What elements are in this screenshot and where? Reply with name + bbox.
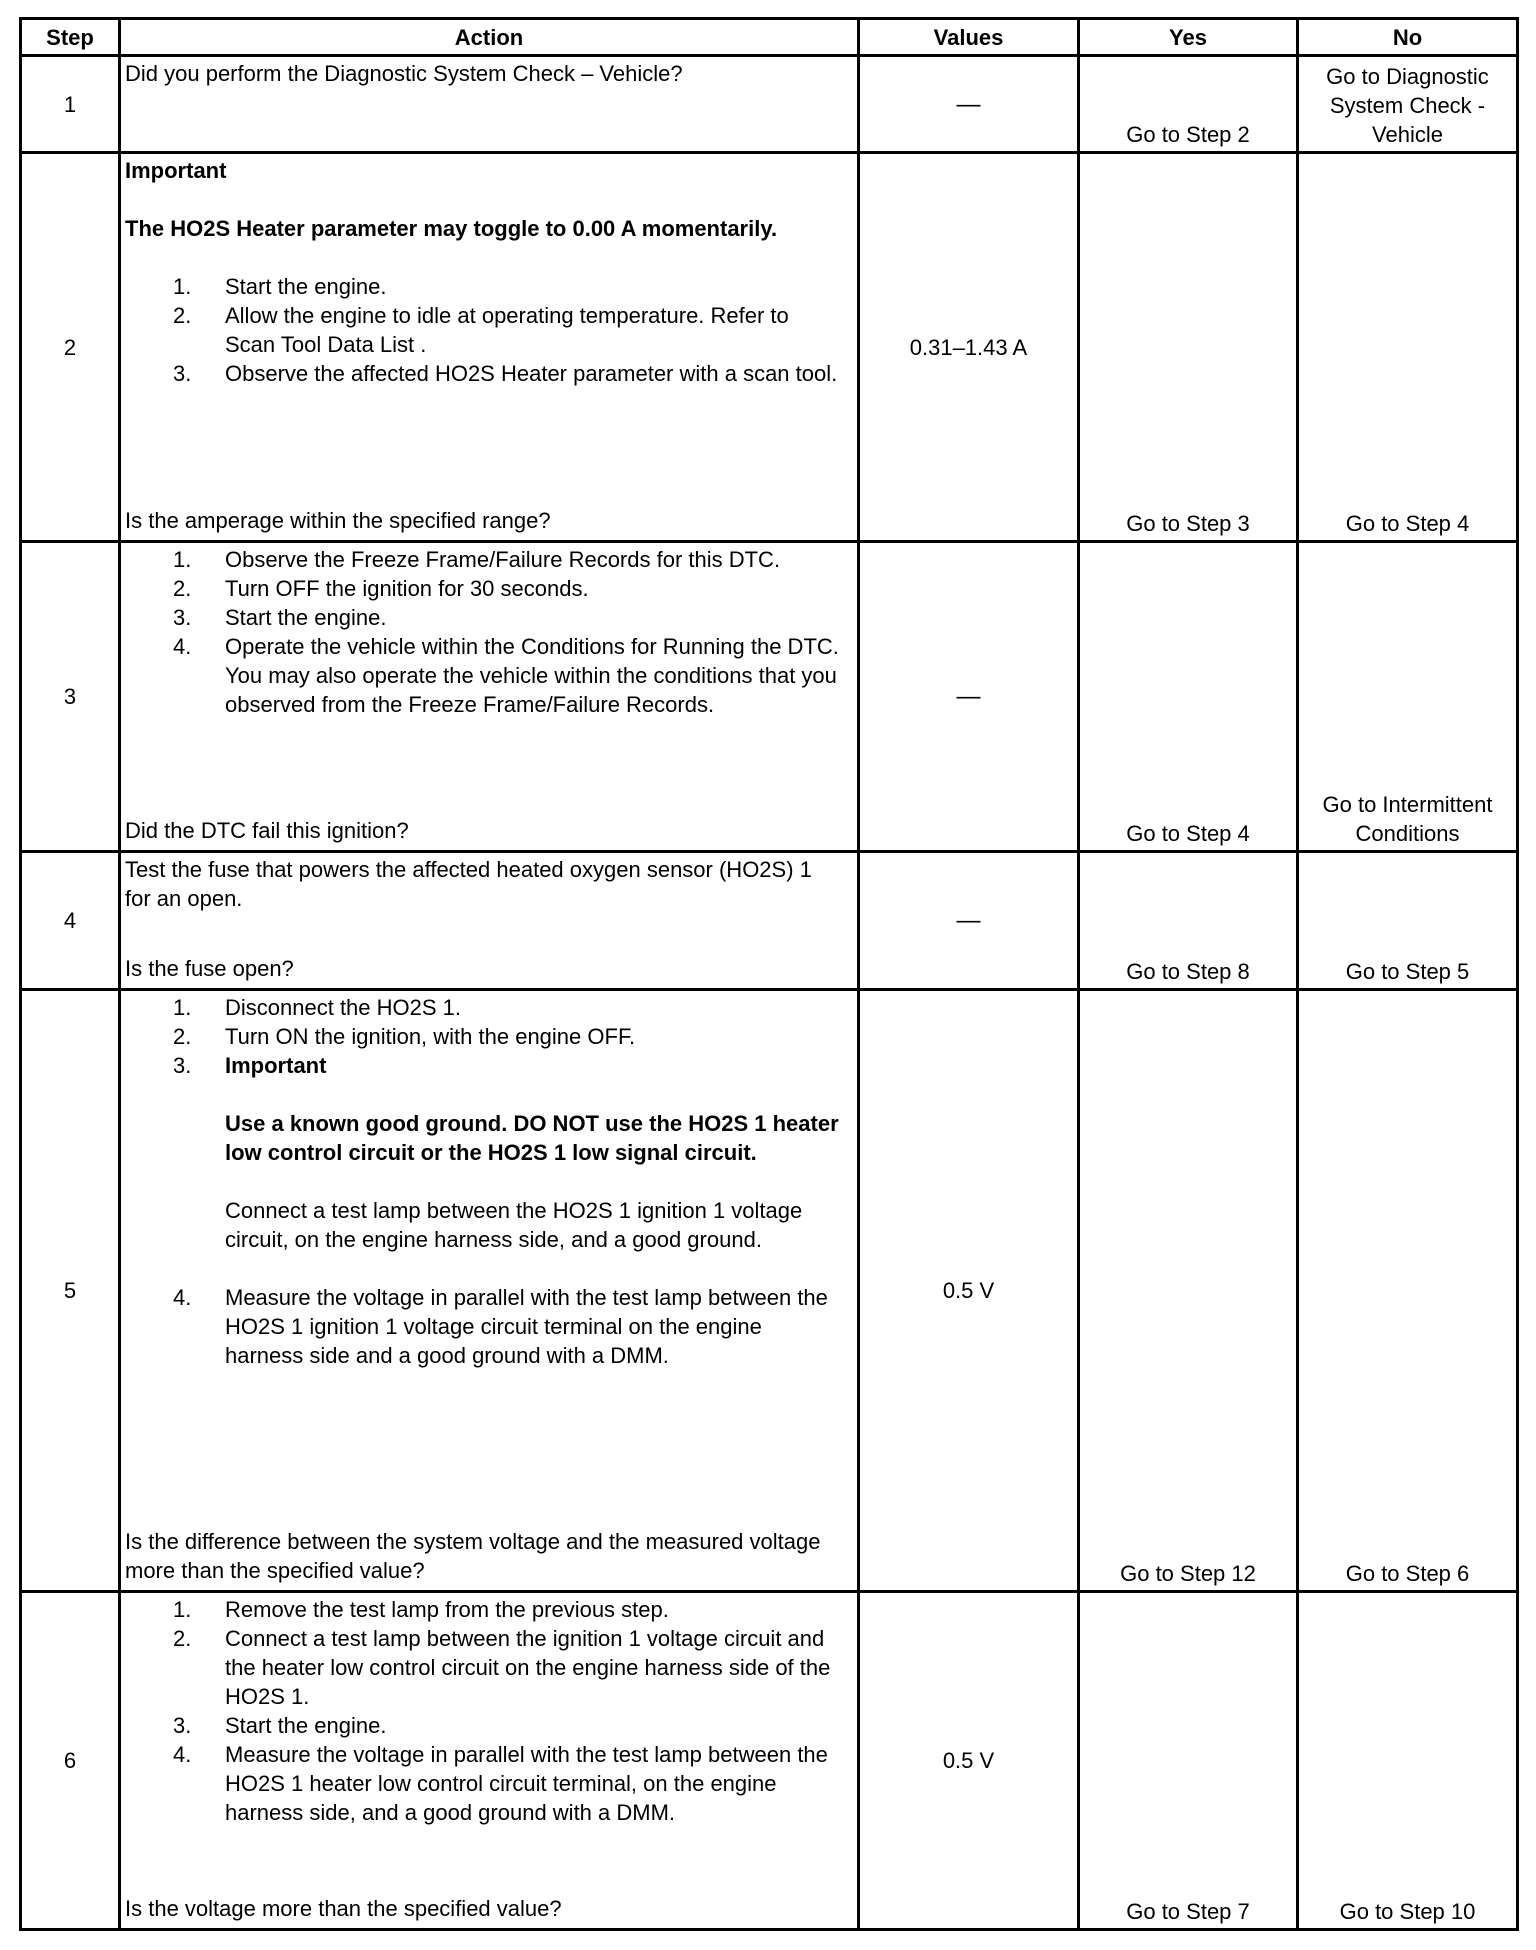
list-item: 1. Start the engine. (173, 274, 387, 299)
list-item: 2. Allow the engine to idle at operating temperature. Refer to Scan Tool Data List . (173, 303, 789, 357)
step-number: 1 (21, 56, 120, 153)
no-link[interactable]: Go to Step 6 (1298, 990, 1518, 1592)
list-item: 4. Operate the vehicle within the Conditions for Running the DTC. You may also operate the vehicle within the conditions that you observed from the Freeze Frame/Failure Records. (173, 634, 839, 717)
value-cell (859, 852, 1079, 990)
action-cell (120, 990, 859, 1592)
table-row-step-5 (21, 990, 1518, 1592)
value-text: — (956, 683, 981, 710)
table-row-step-4 (21, 852, 1518, 990)
diagnostic-table (19, 17, 1519, 1931)
yes-link[interactable]: Go to Step 12 (1079, 990, 1298, 1592)
list-item: 3. Important Use a known good ground. DO NOT use the HO2S 1 heater low control circuit or the HO2S 1 low signal circuit. Connect a test lamp between the HO2S 1 ignition 1 voltage circuit, on the engine harness side, and a good ground. (125, 1051, 843, 1283)
list-item: 2. Turn ON the ignition, with the engine OFF. (173, 1024, 636, 1049)
value-text: — (956, 90, 981, 118)
yes-link[interactable]: Go to Step 2 (1079, 56, 1298, 153)
list-item: 2. Connect a test lamp between the ignition 1 voltage circuit and the heater low control circuit on the engine harness side of the HO2S 1. (173, 1626, 831, 1709)
yes-link[interactable]: Go to Step 4 (1079, 542, 1298, 852)
header-step: Step (21, 19, 120, 56)
procedure-list (125, 993, 843, 1370)
yes-link[interactable]: Go to Step 3 (1079, 153, 1298, 542)
instruction-text: Test the fuse that powers the affected heated oxygen sensor (HO2S) 1 for an open. (125, 857, 812, 911)
value-text: 0.5 V (859, 1592, 1079, 1930)
step-number: 3 (21, 542, 120, 852)
value-text: 0.31–1.43 A (859, 153, 1079, 542)
value-cell (859, 542, 1079, 852)
action-cell (120, 542, 859, 852)
important-label: Important (225, 1053, 327, 1078)
step-number: 2 (21, 153, 120, 542)
no-link[interactable]: Go to Step 4 (1298, 153, 1518, 542)
action-cell (120, 852, 859, 990)
list-item: 1. Remove the test lamp from the previous step. (173, 1597, 669, 1622)
value-cell (859, 56, 1079, 153)
important-text: Use a known good ground. DO NOT use the HO2S 1 heater low control circuit or the HO2S 1 low signal circuit. (225, 1111, 839, 1165)
no-link[interactable]: Go to Intermittent Conditions (1298, 542, 1518, 852)
instruction-text: Connect a test lamp between the HO2S 1 ignition 1 voltage circuit, on the engine harness side, and a good ground. (225, 1198, 803, 1252)
header-row (21, 19, 1518, 56)
yes-link[interactable]: Go to Step 7 (1079, 1592, 1298, 1930)
list-item: 3. Observe the affected HO2S Heater parameter with a scan tool. (173, 361, 838, 386)
list-item: 1. Disconnect the HO2S 1. (173, 995, 462, 1020)
procedure-list (125, 545, 843, 719)
header-yes: Yes (1079, 19, 1298, 56)
question-text: Did the DTC fail this ignition? (125, 818, 409, 843)
no-link[interactable]: Go to Diagnostic System Check - Vehicle (1298, 56, 1518, 153)
question-text: Is the fuse open? (125, 956, 294, 981)
header-no: No (1298, 19, 1518, 56)
action-cell (120, 153, 859, 542)
procedure-list (125, 272, 843, 388)
table-row-step-1 (21, 56, 1518, 153)
list-item: 4. Measure the voltage in parallel with the test lamp between the HO2S 1 ignition 1 voltage circuit terminal on the engine harness side and a good ground with a DMM. (173, 1285, 828, 1368)
value-text: 0.5 V (859, 990, 1079, 1592)
step-number: 4 (21, 852, 120, 990)
question-text: Is the difference between the system voltage and the measured voltage more than the specified value? (125, 1529, 821, 1583)
list-item: 4. Measure the voltage in parallel with the test lamp between the HO2S 1 heater low control circuit terminal, on the engine harness side, and a good ground with a DMM. (173, 1742, 828, 1825)
header-action: Action (120, 19, 859, 56)
yes-link[interactable]: Go to Step 8 (1079, 852, 1298, 990)
list-item: 3. Start the engine. (173, 1713, 387, 1738)
no-link[interactable]: Go to Step 10 (1298, 1592, 1518, 1930)
table-row-step-6 (21, 1592, 1518, 1930)
list-item: 1. Observe the Freeze Frame/Failure Records for this DTC. (173, 547, 781, 572)
list-item: 3. Start the engine. (173, 605, 387, 630)
header-values: Values (859, 19, 1079, 56)
action-cell (120, 1592, 859, 1930)
value-text: — (956, 907, 981, 934)
question-text: Is the amperage within the specified range? (125, 508, 551, 533)
question-text: Is the voltage more than the specified value? (125, 1896, 562, 1921)
table-row-step-3 (21, 542, 1518, 852)
no-link[interactable]: Go to Step 5 (1298, 852, 1518, 990)
step-number: 6 (21, 1592, 120, 1930)
procedure-list (125, 1595, 843, 1827)
step-number: 5 (21, 990, 120, 1592)
important-label: Important (125, 158, 227, 183)
list-item: 2. Turn OFF the ignition for 30 seconds. (173, 576, 589, 601)
action-cell (120, 56, 859, 153)
table-row-step-2 (21, 153, 1518, 542)
question-text: Did you perform the Diagnostic System Check – Vehicle? (125, 61, 683, 86)
important-text: The HO2S Heater parameter may toggle to 0.00 A momentarily. (125, 216, 778, 241)
